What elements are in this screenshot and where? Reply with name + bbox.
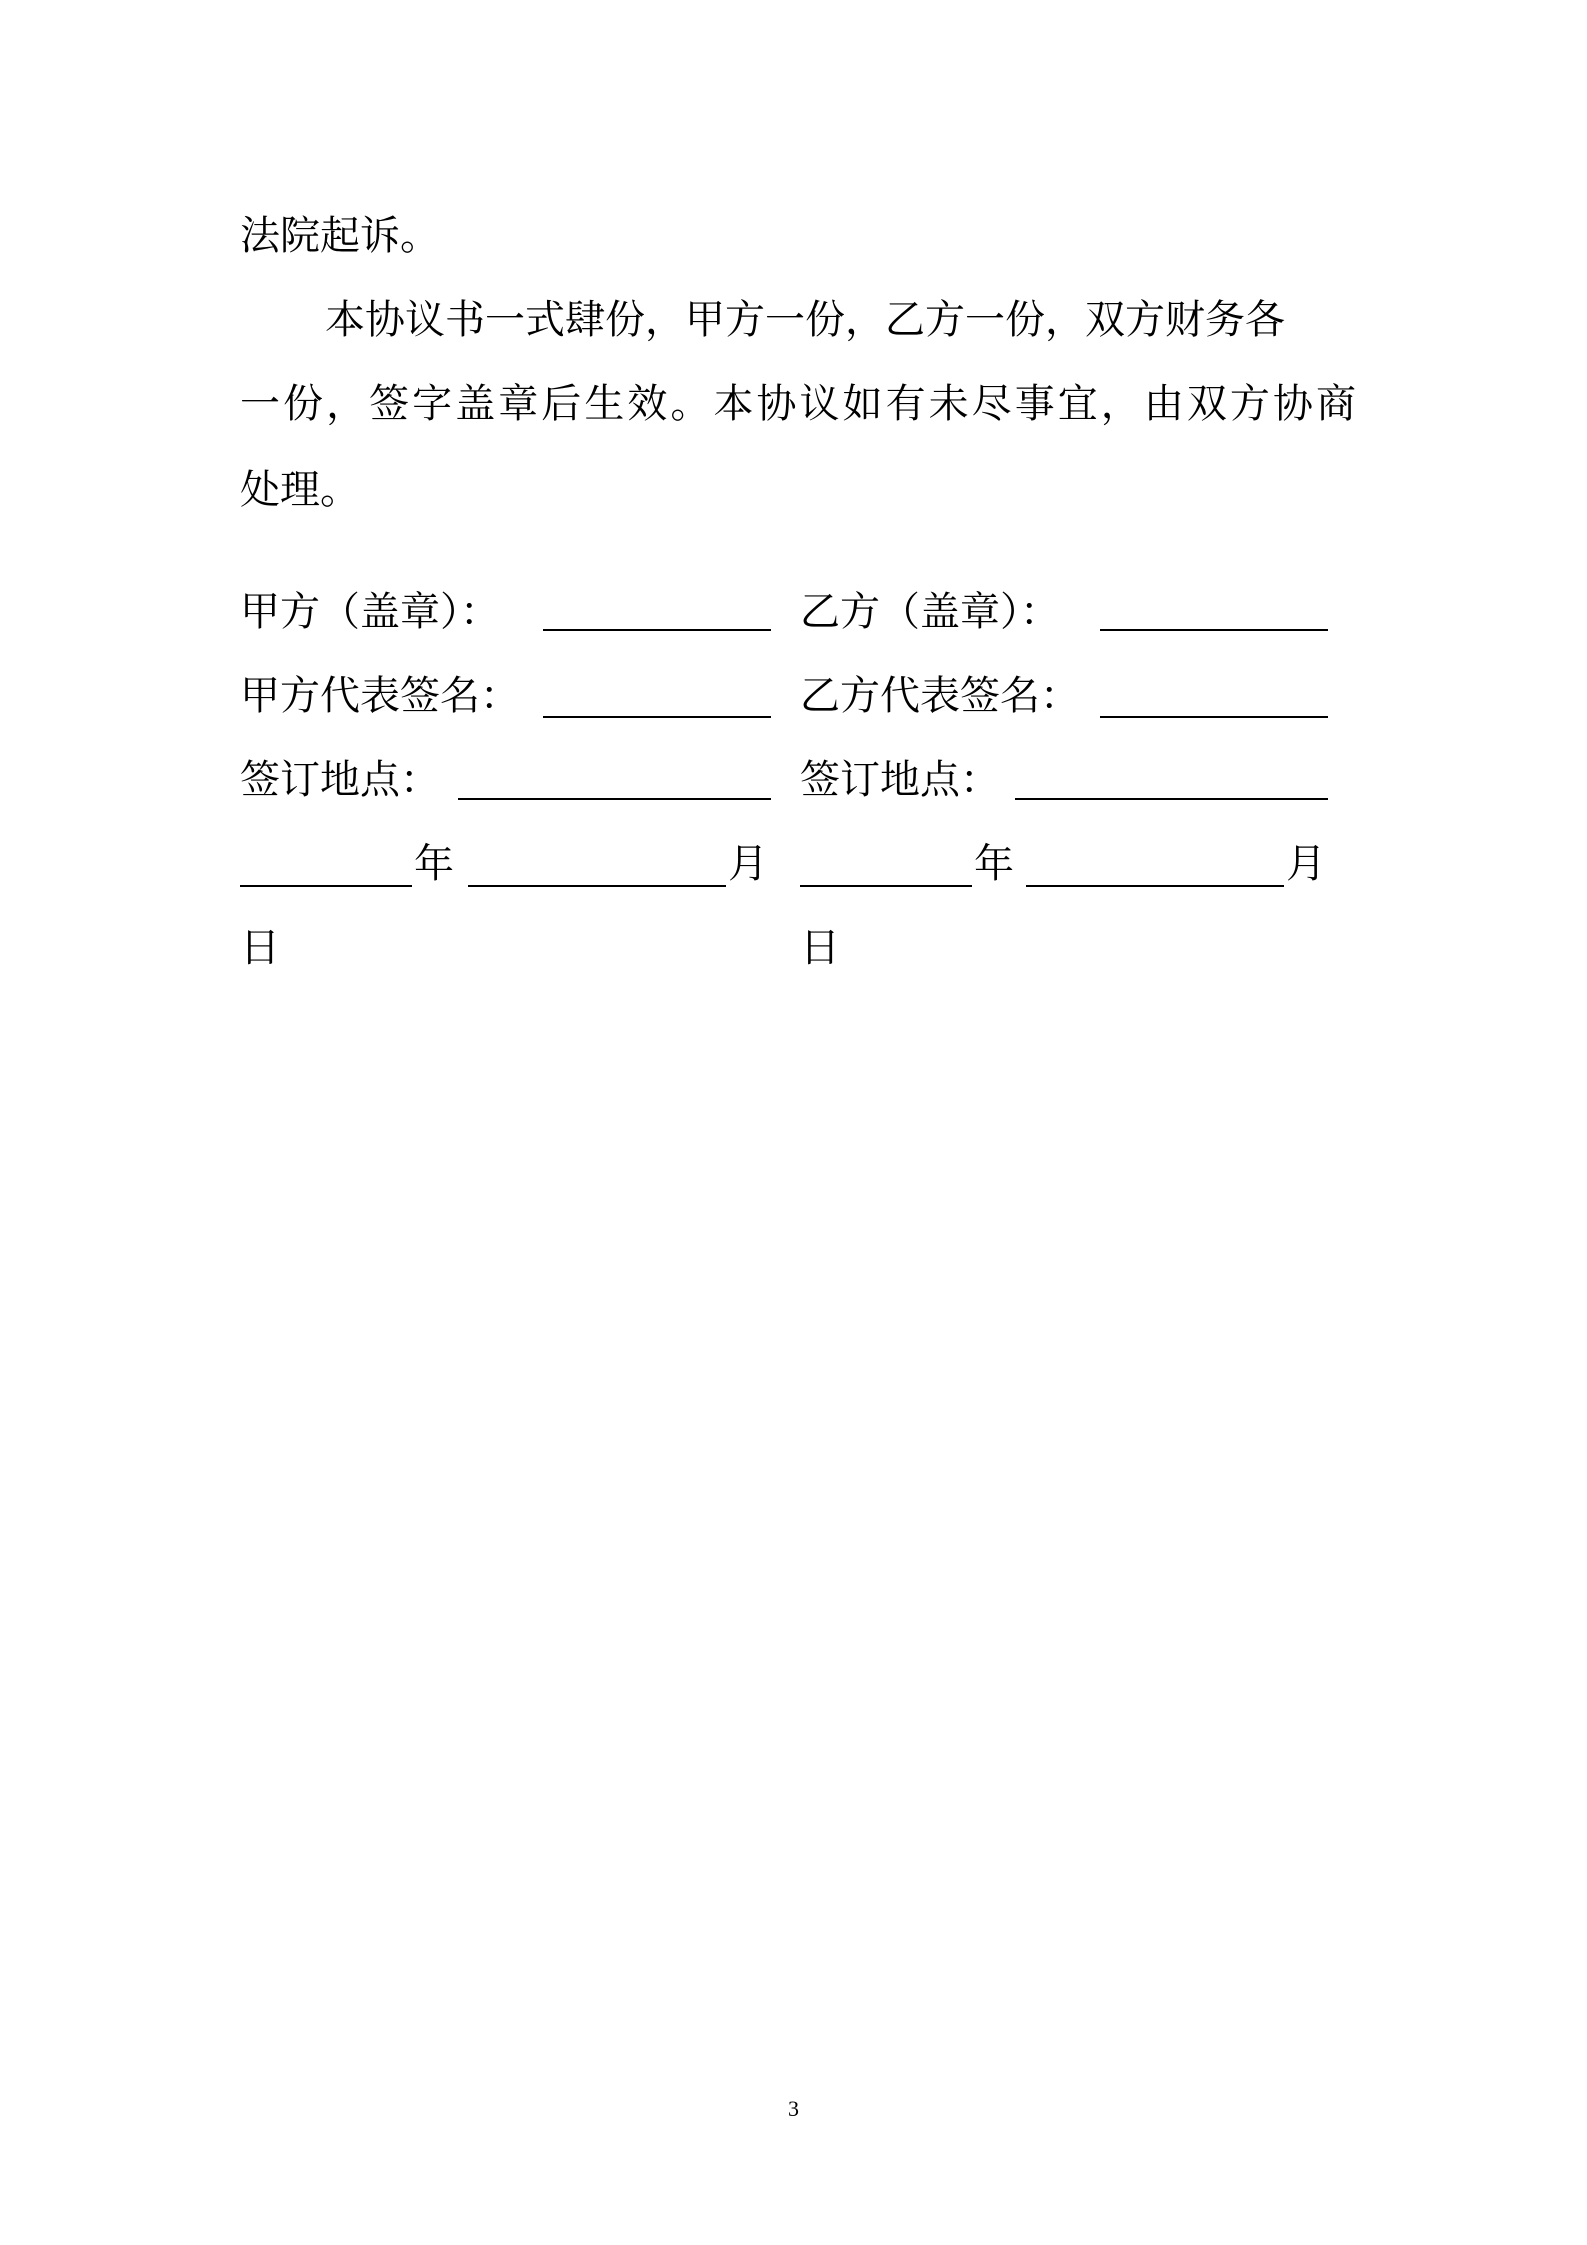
party-a-seal-label: 甲方（盖章）： (240, 589, 500, 635)
paragraph-text: 本协议书一式肆份，甲方一份，乙方一份，双方财务各 (325, 297, 1285, 343)
page-number: 3 (788, 2096, 799, 2121)
party-a-month-label: 月 (728, 841, 768, 887)
party-a-year-label: 年 (414, 841, 454, 887)
party-b-year-label: 年 (974, 841, 1014, 887)
party-a-year-blank[interactable] (240, 885, 412, 887)
party-b-day-label: 日 (800, 925, 840, 971)
party-a-place-label: 签订地点： (240, 757, 440, 803)
party-b-seal-blank[interactable] (1100, 629, 1328, 631)
party-a-day-label: 日 (240, 925, 280, 971)
party-b-year-blank[interactable] (800, 885, 972, 887)
party-b-place-label: 签订地点： (800, 757, 1000, 803)
party-b-month-label: 月 (1286, 841, 1326, 887)
party-a-month-blank[interactable] (468, 885, 726, 887)
party-b-month-blank[interactable] (1026, 885, 1284, 887)
party-a-rep-blank[interactable] (543, 716, 771, 718)
party-b-place-blank[interactable] (1015, 798, 1328, 800)
paragraph-line (325, 292, 1356, 348)
paragraph-text: 一份，签字盖章后生效。本协议如有未尽事宜，由双方协商 (240, 381, 1356, 427)
party-b-rep-label: 乙方代表签名： (800, 673, 1080, 719)
paragraph-line: 法院起诉。 (240, 213, 440, 259)
paragraph-line (240, 376, 1356, 432)
party-b-seal-label: 乙方（盖章）： (800, 589, 1060, 635)
party-a-rep-label: 甲方代表签名： (240, 673, 520, 719)
paragraph-line: 处理。 (240, 467, 360, 513)
party-a-seal-blank[interactable] (543, 629, 771, 631)
party-b-rep-blank[interactable] (1100, 716, 1328, 718)
party-a-place-blank[interactable] (458, 798, 771, 800)
